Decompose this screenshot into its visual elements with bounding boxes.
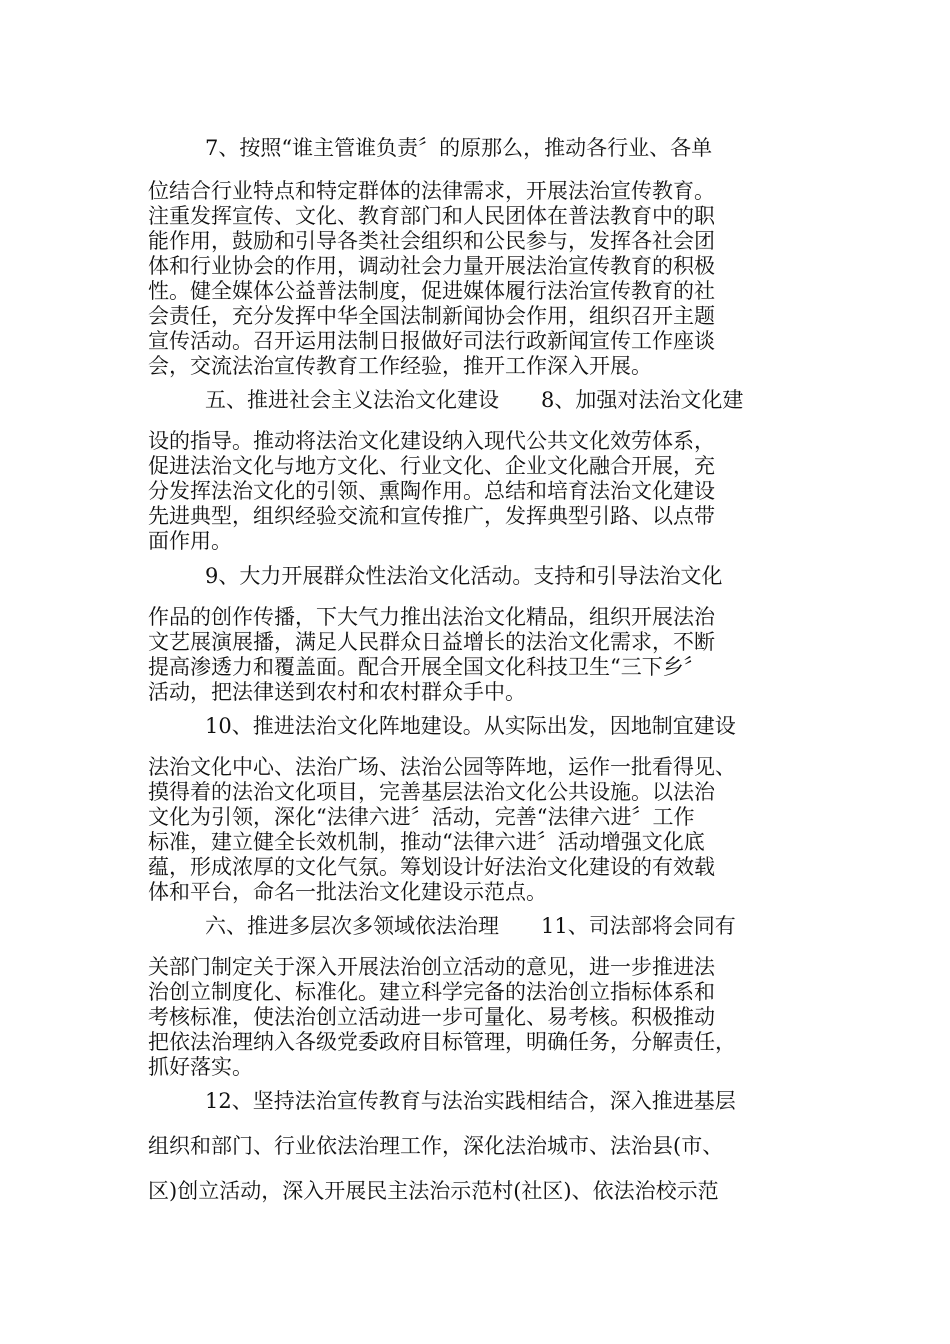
- paragraph-7-line: 能作用，鼓励和引导各类社会组织和公民参与，发挥各社会团: [148, 229, 715, 253]
- paragraph-9-line: 活动，把法律送到农村和农村群众手中。: [148, 680, 526, 704]
- paragraph-10-line: 文化为引领，深化“法律六进〞活动，完善“法律六进〞工作: [148, 805, 695, 829]
- paragraph-11-line: 关部门制定关于深入开展法治创立活动的意见，进一步推进法: [148, 955, 715, 979]
- paragraph-10-line: 标准，建立健全长效机制，推动“法律六进〞活动增强文化底: [148, 830, 705, 854]
- paragraph-12-first-line: 12、坚持法治宣传教育与法治实践相结合，深入推进基层: [205, 1089, 736, 1113]
- paragraph-9-line: 文艺展演展播，满足人民群众日益增长的法治文化需求，不断: [148, 630, 715, 654]
- paragraph-7-line: 注重发挥宣传、文化、教育部门和人民团体在普法教育中的职: [148, 204, 715, 228]
- paragraph-9-line: 作品的创作传播，下大气力推出法治文化精品，组织开展法治: [148, 605, 715, 629]
- paragraph-10-line: 摸得着的法治文化项目，完善基层法治文化公共设施。以法治: [148, 780, 715, 804]
- paragraph-8-line: 设的指导。推动将法治文化建设纳入现代公共文化效劳体系，: [148, 429, 715, 453]
- paragraph-7-line: 位结合行业特点和特定群体的法律需求，开展法治宣传教育。: [148, 179, 715, 203]
- paragraph-8-line: 分发挥法治文化的引领、熏陶作用。总结和培育法治文化建设: [148, 479, 715, 503]
- paragraph-8-line: 面作用。: [148, 529, 232, 553]
- paragraph-10-line: 体和平台，命名一批法治文化建设示范点。: [148, 880, 547, 904]
- paragraph-7-line: 会责任，充分发挥中华全国法制新闻协会作用，组织召开主题: [148, 304, 715, 328]
- paragraph-11-line: 把依法治理纳入各级党委政府目标管理，明确任务，分解责任，: [148, 1030, 736, 1054]
- paragraph-9-line: 提高渗透力和覆盖面。配合开展全国文化科技卫生“三下乡〞: [148, 655, 705, 679]
- paragraph-10-line: 法治文化中心、法治广场、法治公园等阵地，运作一批看得见、: [148, 755, 736, 779]
- paragraph-7-line: 体和行业协会的作用，调动社会力量开展法治宣传教育的积极: [148, 254, 715, 278]
- paragraph-7-line: 会，交流法治宣传教育工作经验，推开工作深入开展。: [148, 354, 652, 378]
- paragraph-11-line: 抓好落实。: [148, 1055, 253, 1079]
- paragraph-7-line: 宣传活动。召开运用法制日报做好司法行政新闻宣传工作座谈: [148, 329, 715, 353]
- paragraph-9-first-line: 9、大力开展群众性法治文化活动。支持和引导法治文化: [205, 564, 723, 588]
- paragraph-10-first-line: 10、推进法治文化阵地建设。从实际出发，因地制宜建设: [205, 714, 736, 738]
- paragraph-12-line: 组织和部门、行业依法治理工作，深化法治城市、法治县(市、: [148, 1134, 724, 1158]
- section-5-heading-line: 五、推进社会主义法治文化建设 8、加强对法治文化建: [205, 388, 744, 412]
- section-6-heading-line: 六、推进多层次多领域依法治理 11、司法部将会同有: [205, 914, 736, 938]
- paragraph-8-line: 先进典型，组织经验交流和宣传推广，发挥典型引路、以点带: [148, 504, 715, 528]
- paragraph-11-line: 治创立制度化、标准化。建立科学完备的法治创立指标体系和: [148, 980, 715, 1004]
- paragraph-12-line: 区)创立活动，深入开展民主法治示范村(社区)、依法治校示范: [148, 1179, 719, 1203]
- paragraph-7-line: 性。健全媒体公益普法制度，促进媒体履行法治宣传教育的社: [148, 279, 715, 303]
- paragraph-8-line: 促进法治文化与地方文化、行业文化、企业文化融合开展，充: [148, 454, 715, 478]
- paragraph-11-line: 考核标准，使法治创立活动进一步可量化、易考核。积极推动: [148, 1005, 715, 1029]
- paragraph-7-first-line: 7、按照“谁主管谁负责〞的原那么，推动各行业、各单: [205, 136, 713, 160]
- paragraph-10-line: 蕴，形成浓厚的文化气氛。筹划设计好法治文化建设的有效载: [148, 855, 715, 879]
